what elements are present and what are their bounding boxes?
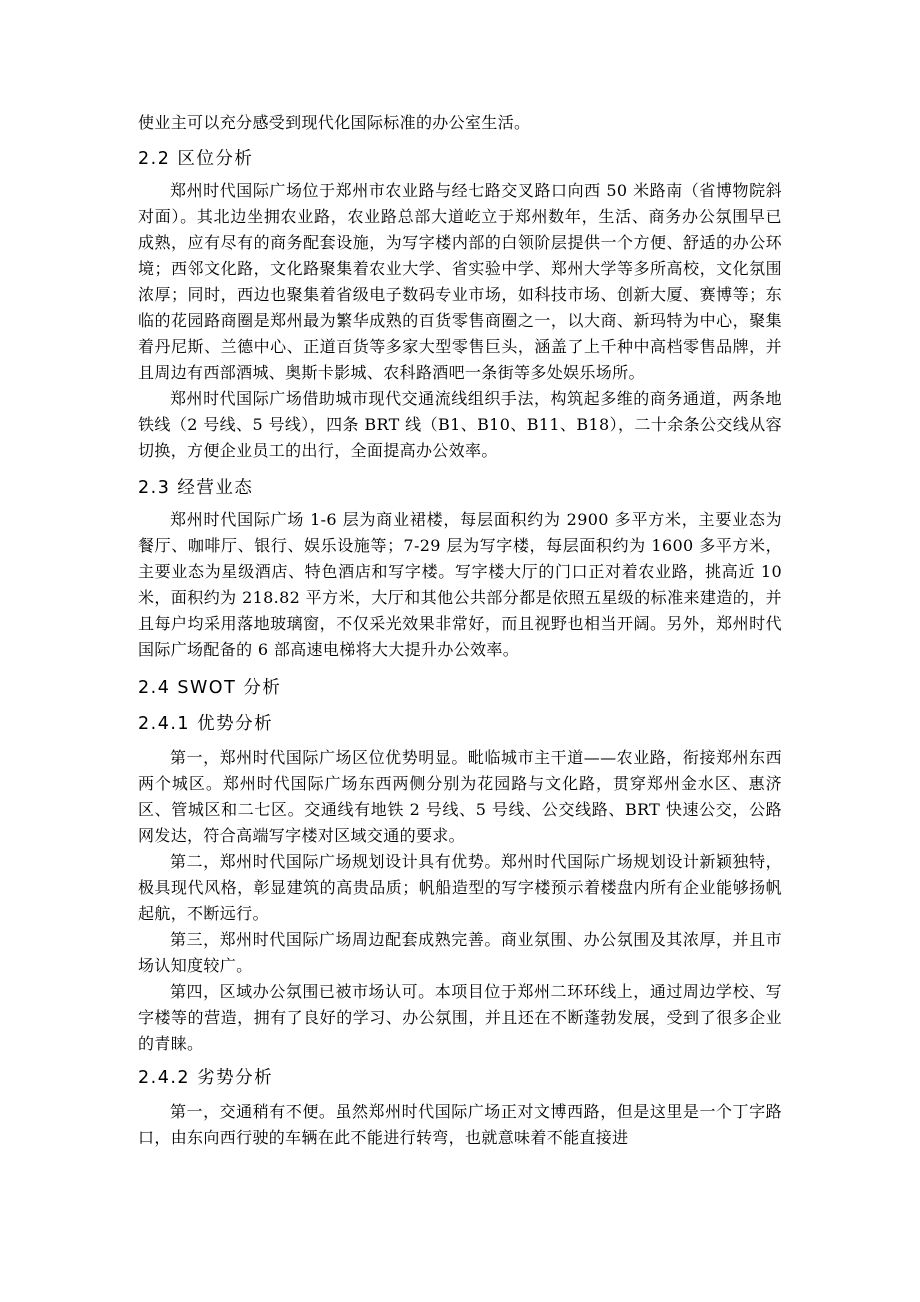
paragraph-2-4-1-2: 第二，郑州时代国际广场规划设计具有优势。郑州时代国际广场规划设计新颖独特，极具现代风格，彰显建筑的高贵品质；帆船造型的写字楼预示着楼盘内所有企业能够扬帆起航，不断远行。 (138, 852, 782, 923)
heading-2-4-2: 2.4.2 劣势分析 (138, 1068, 274, 1088)
paragraph-2-4-1-3: 第三，郑州时代国际广场周边配套成熟完善。商业氛围、办公氛围及其浓厚，并且市场认知度较广。 (138, 930, 782, 975)
heading-2-4-1: 2.4.1 优势分析 (138, 714, 274, 734)
intro-tail-paragraph: 使业主可以充分感受到现代化国际标准的办公室生活。 (138, 113, 531, 132)
paragraph-2-3-1: 郑州时代国际广场 1-6 层为商业裙楼，每层面积约为 2900 多平方米，主要业态为餐厅、咖啡厅、银行、娱乐设施等；7-29 层为写字楼，每层面积约为 1600 多平方米，主要业态为星级酒店、特色酒店和写字楼。写字楼大厅的门口正对着农业路，挑高近 10 米，面积约为 218.82 平方米，大厅和其他公共部分都是依照五星级的标准来建造的，并且每户均采用落地玻璃窗，不仅采光效果非常好，而且视野也相当开阔。另外，郑州时代国际广场配备的 6 部高速电梯将大大提升办公效率。 (138, 510, 782, 659)
paragraph-2-4-2-1: 第一，交通稍有不便。虽然郑州时代国际广场正对文博西路，但是这里是一个丁字路口，由东向西行驶的车辆在此不能进行转弯，也就意味着不能直接进 (138, 1102, 782, 1147)
paragraph-2-4-1-1: 第一，郑州时代国际广场区位优势明显。毗临城市主干道——农业路，衔接郑州东西两个城区。郑州时代国际广场东西两侧分别为花园路与文化路，贯穿郑州金水区、惠济区、管城区和二七区。交通线有地铁 2 号线、5 号线、公交线路、BRT 快速公交，公路网发达，符合高端写字楼对区域交通的要求。 (138, 748, 782, 845)
paragraph-2-4-1-4: 第四，区域办公氛围已被市场认可。本项目位于郑州二环环线上，通过周边学校、写字楼等的营造，拥有了良好的学习、办公氛围，并且还在不断蓬勃发展，受到了很多企业的青睐。 (138, 982, 782, 1053)
heading-2-2: 2.2 区位分析 (138, 149, 254, 169)
paragraph-2-2-1: 郑州时代国际广场位于郑州市农业路与经七路交叉路口向西 50 米路南（省博物院斜对面）。其北边坐拥农业路，农业路总部大道屹立于郑州数年，生活、商务办公氛围早已成熟，应有尽有的商务配套设施，为写字楼内部的白领阶层提供一个方便、舒适的办公环境；西邻文化路，文化路聚集着农业大学、省实验中学、郑州大学等多所高校，文化氛围浓厚；同时，西边也聚集着省级电子数码专业市场，如科技市场、创新大厦、赛博等；东临的花园路商圈是郑州最为繁华成熟的百货零售商圈之一，以大商、新玛特为中心，聚集着丹尼斯、兰德中心、正道百货等多家大型零售巨头，涵盖了上千种中高档零售品牌，并且周边有西部酒城、奥斯卡影城、农科路酒吧一条街等多处娱乐场所。 (138, 181, 782, 382)
paragraph-2-2-2: 郑州时代国际广场借助城市现代交通流线组织手法，构筑起多维的商务通道，两条地铁线（2 号线、5 号线），四条 BRT 线（B1、B10、B11、B18），二十余条公交线从容切换，方便企业员工的出行，全面提高办公效率。 (138, 389, 782, 460)
heading-2-4: 2.4 SWOT 分析 (138, 678, 282, 698)
heading-2-3: 2.3 经营业态 (138, 478, 254, 498)
